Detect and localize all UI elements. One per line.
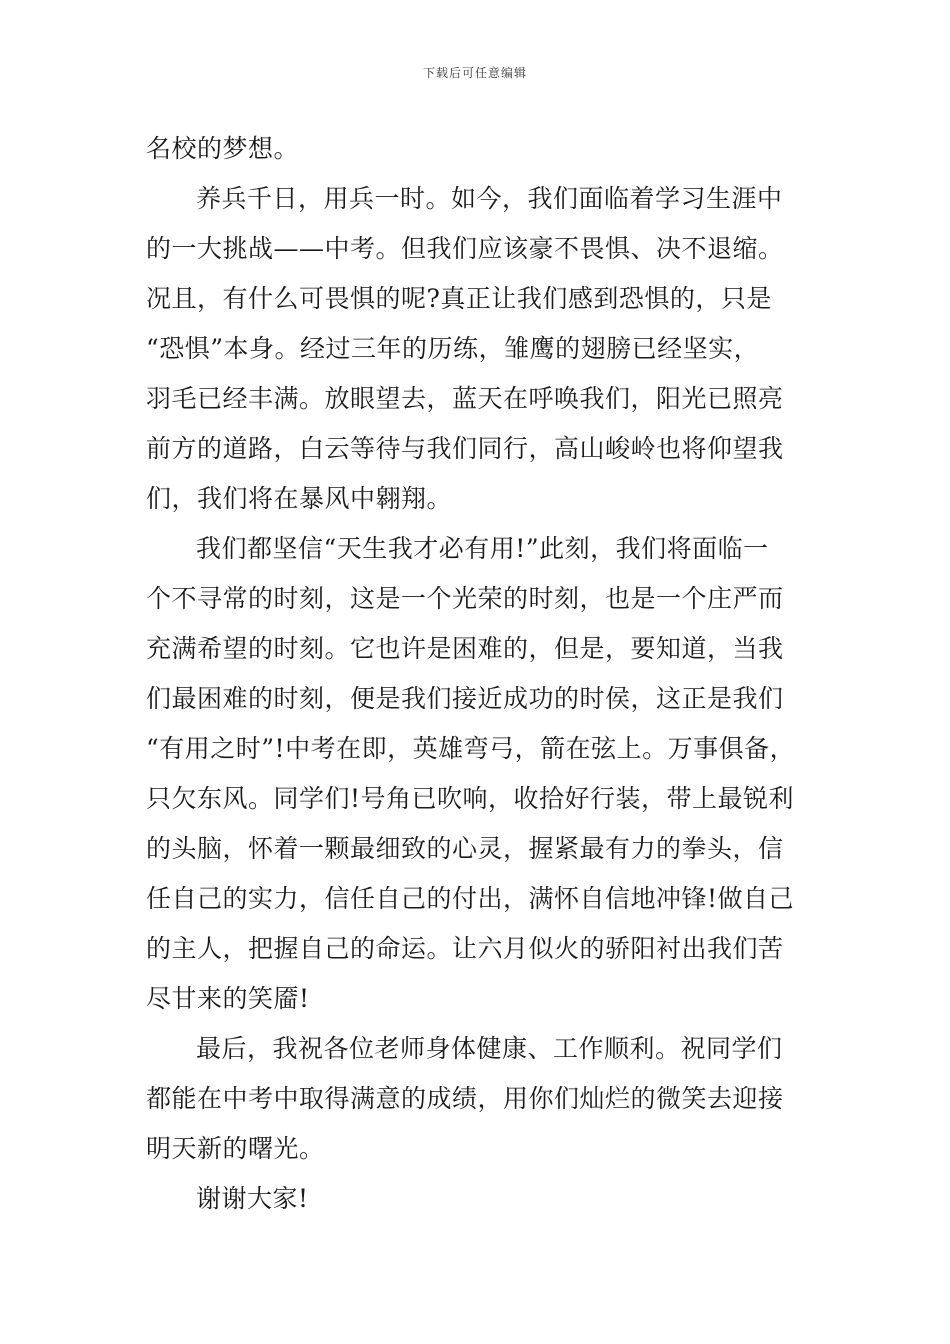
text-line: 最后，我祝各位老师身体健康、工作顺利。祝同学们 (196, 1034, 783, 1063)
text-line: 们，我们将在暴风中翱翔。 (146, 484, 453, 513)
text-line: 养兵千日，用兵一时。如今，我们面临着学习生涯中 (196, 184, 783, 213)
text-line: 况且，有什么可畏惧的呢?真正让我们感到恐惧的，只是 (146, 284, 772, 313)
text-line: 前方的道路，白云等待与我们同行，高山峻岭也将仰望我 (146, 434, 784, 463)
text-line: 的一大挑战——中考。但我们应该豪不畏惧、决不退缩。 (146, 234, 784, 263)
text-line: 只欠东风。同学们!号角已吹响，收拾好行装，带上最锐利 (146, 784, 795, 813)
text-line: 明天新的曙光。 (146, 1134, 325, 1163)
text-line: 尽甘来的笑靥! (146, 984, 310, 1013)
text-line: 们最困难的时刻，便是我们接近成功的时侯，这正是我们 (146, 684, 784, 713)
text-line: 任自己的实力，信任自己的付出，满怀自信地冲锋!做自己 (146, 884, 795, 913)
text-line: 羽毛已经丰满。放眼望去，蓝天在呼唤我们，阳光已照亮 (146, 384, 784, 413)
text-line: 个不寻常的时刻，这是一个光荣的时刻，也是一个庄严而 (146, 584, 784, 613)
text-line: 的主人，把握自己的命运。让六月似火的骄阳衬出我们苦 (146, 934, 784, 963)
text-line: 谢谢大家! (196, 1184, 309, 1213)
text-line: 我们都坚信“天生我才必有用!”此刻，我们将面临一 (196, 534, 769, 563)
text-line: “恐惧”本身。经过三年的历练，雏鹰的翅膀已经坚实， (146, 334, 760, 363)
text-line: 名校的梦想。 (146, 134, 300, 163)
text-line: 的头脑，怀着一颗最细致的心灵，握紧最有力的拳头，信 (146, 834, 784, 863)
text-line: “有用之时”!中考在即，英雄弯弓，箭在弦上。万事俱备， (146, 734, 796, 763)
text-line: 充满希望的时刻。它也许是困难的，但是，要知道，当我 (146, 634, 784, 663)
text-line: 都能在中考中取得满意的成绩，用你们灿烂的微笑去迎接 (146, 1084, 784, 1113)
page-header: 下载后可任意编辑 (422, 66, 527, 80)
